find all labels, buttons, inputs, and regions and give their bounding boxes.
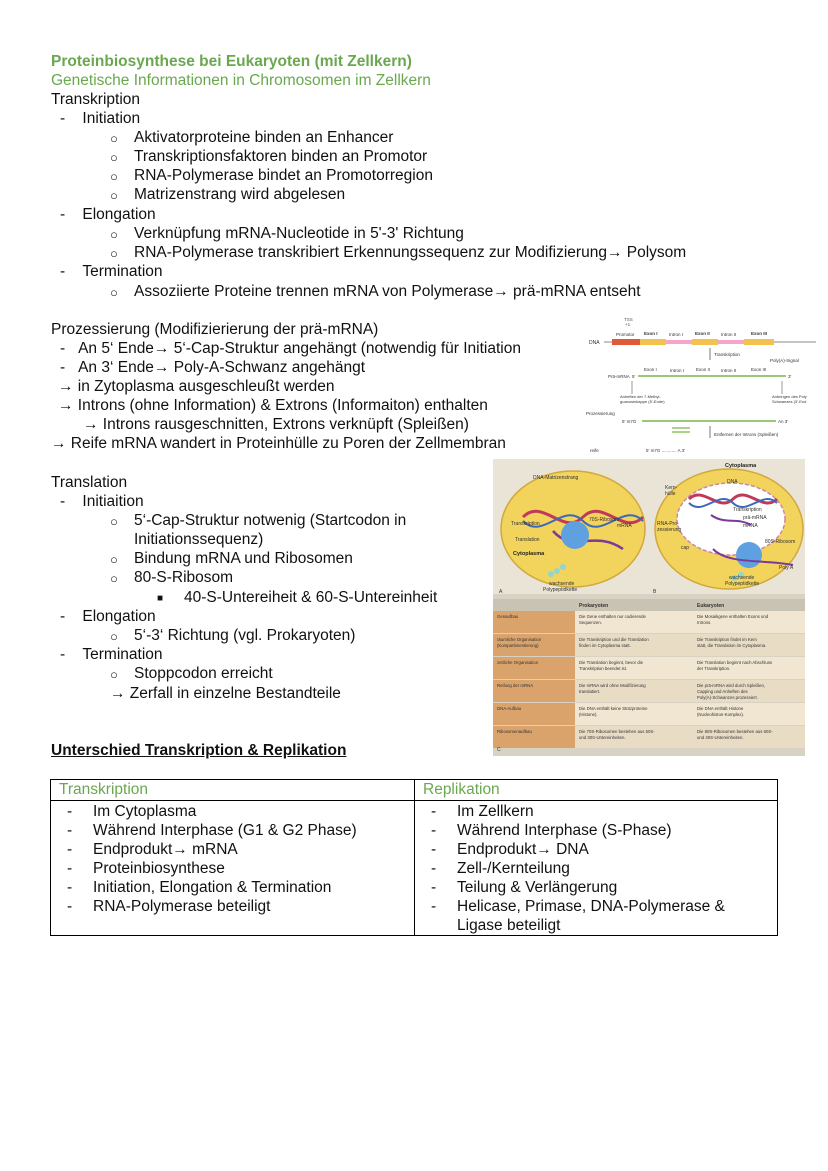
cmp-cell-text: Die Translation beginnt nach Abschluss xyxy=(697,660,773,665)
initiation-label: - Initiation xyxy=(60,110,141,127)
cmp-cell-text: der Transkription. xyxy=(697,666,731,671)
bullet-circle-icon: ○ xyxy=(110,227,118,242)
col-header-replikation: Replikation xyxy=(415,780,778,801)
list-item: Aktivatorproteine binden an Enhancer xyxy=(134,129,394,146)
page-title: Proteinbiosynthese bei Eukaryoten (mit Zellkern) xyxy=(51,53,412,70)
pra-mrna-label: Prä-mRNA xyxy=(608,374,630,379)
gene-processing-diagram xyxy=(586,314,818,454)
pra-mrna-label: prä-mRNA xyxy=(743,515,767,521)
exon2-label: Exon II xyxy=(695,331,710,336)
table-list-item: - Initiation, Elongation & Termination xyxy=(51,878,414,897)
bullet-circle-icon: ○ xyxy=(110,150,118,165)
anbringen-label: Anbringen des Poly xyxy=(772,394,807,399)
anbringen-label-2: Schwanzes (3'-End xyxy=(772,399,807,404)
list-item: - An 3‘ Ende→ Poly-A-Schwanz angehängt xyxy=(60,359,366,376)
dna-label: DNA xyxy=(727,479,738,485)
cmp-cell-text: Die prä-mRNA wird durch Spleißen, xyxy=(697,683,766,688)
exon2-label: Exon II xyxy=(696,367,711,372)
prozessierung-label: Prozessierung xyxy=(586,411,615,416)
wachsende-label: wachsende xyxy=(549,581,575,587)
anheften-label-2: guanosinkappe (5'-Ende) xyxy=(620,399,665,404)
cmp-cell-text: Sequenzen. xyxy=(579,620,602,625)
exon3-segment xyxy=(744,339,774,345)
bullet-circle-icon: ○ xyxy=(110,629,118,644)
ribosom-label: 70S-Ribosom xyxy=(589,517,620,523)
table-list-item: - Im Zellkern xyxy=(415,802,747,821)
bullet-circle-icon: ○ xyxy=(110,552,118,567)
bullet-circle-icon: ○ xyxy=(110,188,118,203)
anheften-label: Anheften der 7-Methyl- xyxy=(620,394,661,399)
table-list-item: - Zell-/Kernteilung xyxy=(415,859,747,878)
list-item: Verknüpfung mRNA-Nucleotide in 5'-3' Richtung xyxy=(134,225,464,242)
kernhuelle-label: Kern- xyxy=(665,485,678,491)
mrna-label: mRNA xyxy=(617,523,632,529)
cmp-cell-text: Transkription beendet ist. xyxy=(579,666,628,671)
entfernen-label: Entfernen der Introns (Spleißen) xyxy=(714,432,779,437)
list-item: RNA-Polymerase bindet an Promotorregion xyxy=(134,167,433,184)
table-list-item: - Endprodukt→ DNA xyxy=(415,840,747,859)
elongation-label: - Elongation xyxy=(60,206,156,223)
cmp-cell-text: finden im Cytoplasma statt. xyxy=(579,643,631,648)
cmp-cell-text: Die Transkription findet im Kern xyxy=(697,637,757,642)
cmp-cell-text: Ribosomenaufbau xyxy=(497,729,532,734)
bullet-circle-icon: ○ xyxy=(110,285,118,300)
translation-label: Translation xyxy=(515,537,540,543)
intron2-segment xyxy=(718,340,744,344)
bullet-circle-icon: ○ xyxy=(110,169,118,184)
promotor-label: Promotor xyxy=(616,332,635,337)
cap-label: cap xyxy=(681,545,690,551)
prozess-label: RNA-Pro- xyxy=(657,521,679,527)
intron1-label: Intron I xyxy=(669,332,684,337)
table-list-item: - Endprodukt→ mRNA xyxy=(51,840,414,859)
panel-b-letter: B xyxy=(653,589,657,595)
table-list-item: - Proteinbiosynthese xyxy=(51,859,414,878)
list-item: Assoziierte Proteine trennen mRNA von Polymerase→ prä-mRNA entseht xyxy=(134,283,641,300)
cmp-header-cell: Prokaryoten xyxy=(579,603,609,609)
prozessierung-heading: Prozessierung (Modifizierierung der prä-mRNA) xyxy=(51,321,379,338)
transkription-replikation-table xyxy=(50,779,778,936)
list-item-continued: Initiationssequenz) xyxy=(134,531,264,548)
arrow-line: → Zerfall in einzelne Bestandteile xyxy=(110,685,341,702)
list-item: - An 5‘ Ende→ 5‘-Cap-Struktur angehängt (notwendig für Initiation xyxy=(60,340,521,357)
intron2-label: Intron II xyxy=(721,368,737,373)
list-item: 80-S-Ribosom xyxy=(134,569,234,586)
transkription-label: Transkription xyxy=(733,507,762,513)
unterschied-heading: Unterschied Transkription & Replikation xyxy=(51,742,347,759)
termination-label: - Termination xyxy=(60,646,163,663)
intron1-segment xyxy=(666,340,692,344)
list-item: Bindung mRNA und Ribosomen xyxy=(134,550,353,567)
list-item: RNA-Polymerase transkribiert Erkennungssequenz zur Modifizierung→ Polysom xyxy=(134,244,687,261)
arrow-line: → in Zytoplasma ausgeschleußt werden xyxy=(58,378,335,395)
polya-signal-label: Poly(A)-Signal xyxy=(770,358,799,363)
bullet-circle-icon: ○ xyxy=(110,514,118,529)
arrow-line: → Introns (ohne Information) & Extrons (Informaiton) enthalten xyxy=(58,397,488,414)
list-item: Stoppcodon erreicht xyxy=(134,665,273,682)
polya-label: Poly A xyxy=(779,565,794,571)
cmp-cell-text: räumliche Organisation xyxy=(497,637,542,642)
cmp-cell-text: Die Translation beginnt, bevor die xyxy=(579,660,644,665)
bullet-circle-icon: ○ xyxy=(110,131,118,146)
three-prime-label: 3' xyxy=(788,374,792,379)
ribosom-label: 80S-Ribosom xyxy=(765,539,796,545)
table-list-item: - Während Interphase (G1 & G2 Phase) xyxy=(51,821,414,840)
five-prime-label: 5' xyxy=(632,374,636,379)
list-item: Transkriptionsfaktoren binden an Promotor xyxy=(134,148,428,165)
cmp-cell-text: Die DNA enthält keine Stützproteine xyxy=(579,706,648,711)
exon1-label: Exon I xyxy=(644,367,657,372)
dna-label: DNA xyxy=(589,340,600,346)
arrow-line: → Reife mRNA wandert in Proteinhülle zu Poren der Zellmembran xyxy=(51,435,506,452)
list-item: 5‘-Cap-Struktur notwenig (Startcodon in xyxy=(134,512,407,529)
polypeptid-label: Polypeptidkette xyxy=(543,587,578,593)
cmp-cell-text: Reifung der mRNA xyxy=(497,683,534,688)
termination-label: - Termination xyxy=(60,263,163,280)
translation-heading: Translation xyxy=(51,474,128,491)
list-item: Matrizenstrang wird abgelesen xyxy=(134,186,346,203)
bullet-circle-icon: ○ xyxy=(110,571,118,586)
transkription-label: Transkription xyxy=(714,352,740,357)
plus1-label: +1 xyxy=(625,322,631,327)
bullet-circle-icon: ○ xyxy=(110,246,118,261)
reife-label: reife xyxy=(590,448,599,453)
cmp-cell-text: Die Mosaikgene enthalten Exons und xyxy=(697,614,769,619)
mrna-label: mRNA xyxy=(743,523,758,529)
cmp-cell-text: Die 70S-Ribosomen bestehen aus 50S- xyxy=(579,729,655,734)
cmp-cell-text: Genaufbau xyxy=(497,614,519,619)
cmp-cell-text: Die Transkription und die Translation xyxy=(579,637,649,642)
cmp-cell-text: DNA-Aufbau xyxy=(497,706,522,711)
an3-label: An 3' xyxy=(778,419,789,424)
cmp-cell-text: (Kompartimentierung) xyxy=(497,643,539,648)
cytoplasma-label: Cytoplasma xyxy=(513,551,545,557)
polypeptid-label: Polypeptidkette xyxy=(725,581,760,587)
intron1-label: Intron I xyxy=(670,368,685,373)
bullet-circle-icon: ○ xyxy=(110,667,118,682)
ribosome-70s xyxy=(561,521,589,549)
wachsende-label: wachsende xyxy=(729,575,755,581)
col-header-transkription: Transkription xyxy=(51,780,415,801)
exon3-label: Exon III xyxy=(751,367,767,372)
pro-eukaryote-comparison-figure xyxy=(493,459,805,756)
cmp-cell-text: (Nucleohiston-Komplex). xyxy=(697,712,745,717)
cmp-cell-text: und 30S-Untereinheiten. xyxy=(579,735,626,740)
ribosome-80s xyxy=(736,542,762,568)
cmp-cell-text: translatiert. xyxy=(579,689,601,694)
matrize-label: DNA-Matrizenstrang xyxy=(533,475,579,481)
tss-label: TSS xyxy=(624,317,633,322)
table-list-item: - Helicase, Primase, DNA-Polymerase & Ligase beteiligt xyxy=(415,897,747,935)
exon3-label: Exon III xyxy=(751,331,768,336)
intron2-label: Intron II xyxy=(721,332,737,337)
cmp-cell-text: Introns. xyxy=(697,620,712,625)
elongation-label: - Elongation xyxy=(60,608,156,625)
prozess-label-2: zessierung xyxy=(657,527,682,533)
exon1-label: Exon I xyxy=(644,331,658,336)
page-subtitle: Genetische Informationen in Chromosomen im Zellkern xyxy=(51,72,431,89)
col-transkription xyxy=(51,801,415,936)
cmp-cell-text: und 40S-Untereinheiten. xyxy=(697,735,744,740)
sub-list-item: 40-S-Untereiheit & 60-S-Untereinheit xyxy=(184,589,438,606)
cmp-cell-text: Die mRNA wird ohne Modifizierung xyxy=(579,683,646,688)
cmp-cell-text: zeitliche Organisation xyxy=(497,660,539,665)
arrow-line: → Introns rausgeschnitten, Extrons verknüpft (Spleißen) xyxy=(83,416,469,433)
exon1-segment xyxy=(640,339,666,345)
bullet-square-icon: ■ xyxy=(157,593,164,604)
cmp-cell-text: statt, die Translation im Cytoplasma. xyxy=(697,643,767,648)
cmp-header-cell: Eukaryoten xyxy=(697,603,725,609)
list-item: 5‘-3‘ Richtung (vgl. Prokaryoten) xyxy=(134,627,356,644)
panel-c-letter: C xyxy=(497,747,501,753)
cmp-cell-text: Poly(A)-Schwanzes prozessiert. xyxy=(697,695,758,700)
table-list-item: - Während Interphase (S-Phase) xyxy=(415,821,747,840)
table-list-item: - Teilung & Verlängerung xyxy=(415,878,747,897)
panel-a-letter: A xyxy=(499,589,503,595)
exon2-segment xyxy=(692,339,718,345)
transkription-label: Transkription xyxy=(511,521,540,527)
cmp-cell-text: Capping und Anheften des xyxy=(697,689,748,694)
cmp-cell-text: (Histone). xyxy=(579,712,598,717)
table-list-item: - RNA-Polymerase beteiligt xyxy=(51,897,414,916)
promotor-segment xyxy=(612,339,640,345)
cmp-cell-text: Die Gene enthalten nur codierende xyxy=(579,614,646,619)
bottom-label: 5' m7G ............ A 3' xyxy=(646,448,685,453)
cmp-cell-text: Die DNA enthält Histone xyxy=(697,706,744,711)
table-list-item: - Im Cytoplasma xyxy=(51,802,414,821)
transkription-heading: Transkription xyxy=(51,91,141,108)
col-replikation xyxy=(415,801,778,936)
initiation-label: - Initiaition xyxy=(60,493,144,510)
kernhuelle-label-2: hülle xyxy=(665,491,676,497)
cap-label: 5' m7G xyxy=(622,419,637,424)
cytoplasma-label: Cytoplasma xyxy=(725,463,757,469)
cmp-cell-text: Die 80S-Ribosomen bestehen aus 60S- xyxy=(697,729,773,734)
